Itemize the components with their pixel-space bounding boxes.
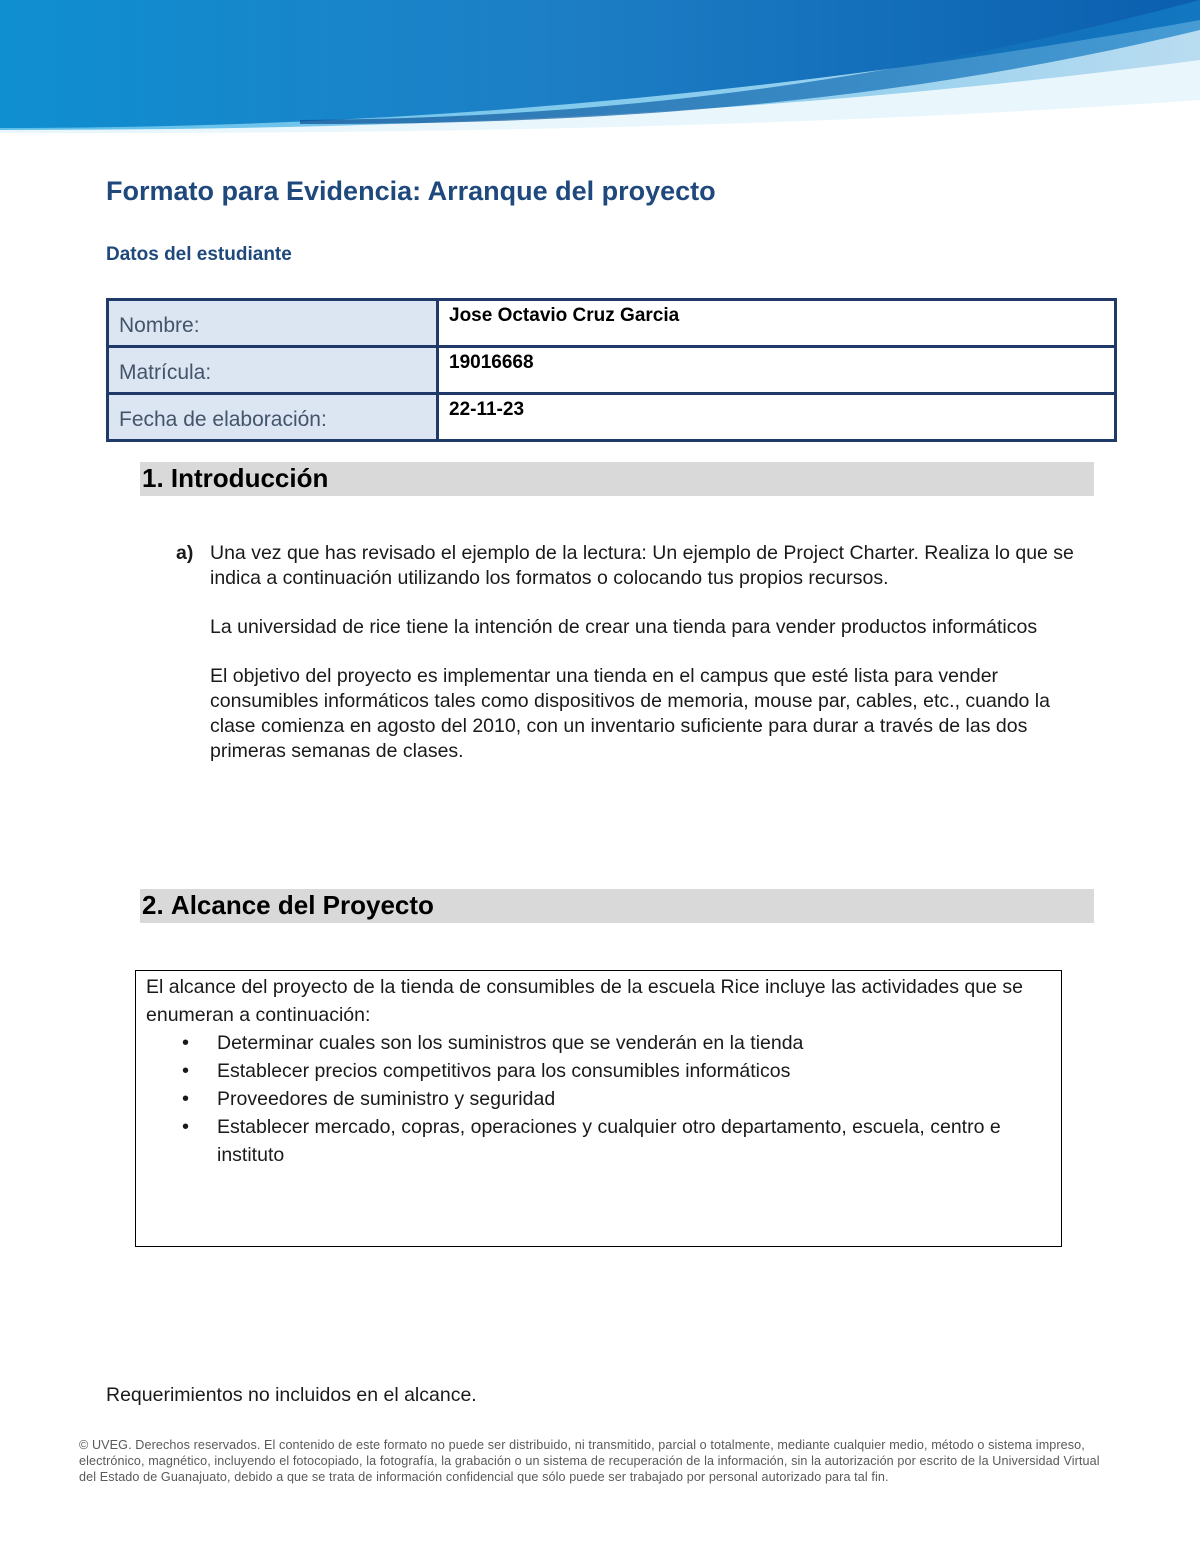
section-title: Introducción xyxy=(170,463,329,493)
section-number: 1. xyxy=(142,463,164,493)
copyright-footer: © UVEG. Derechos reservados. El contenido de este formato no puede ser distribuido, ni transmitido, parcial o totalmente, mediante cualquier medio, método o sistema impreso, electrónico, magnético, incluyendo el fotocopiado, la fotografía, la grabación o un sistema de recuperación de la información, sin la autorización por escrito de la Universidad Virtual del Estado de Guanajuato, debido a que se trata de información confidencial que sólo puede ser trabajado por personal autorizado para tal fin. xyxy=(79,1438,1100,1484)
student-data-table xyxy=(106,298,1117,442)
document-title: Formato para Evidencia: Arranque del proyecto xyxy=(106,176,716,206)
bullet-icon: • xyxy=(182,1116,190,1138)
intro-paragraph: Una vez que has revisado el ejemplo de la lectura: Un ejemplo de Project Charter. Realiza lo que se indica a continuación utilizando los formatos o colocando tus propios recursos. xyxy=(210,542,1074,589)
student-name-label: Nombre: xyxy=(108,300,438,347)
scope-box xyxy=(135,970,1062,1247)
list-marker: a) xyxy=(176,542,194,564)
section-introduction-header xyxy=(140,462,1094,496)
list-item-text: Establecer precios competitivos para los consumibles informáticos xyxy=(217,1060,791,1082)
list-item xyxy=(146,1085,1051,1113)
table-row xyxy=(108,394,1116,441)
date-value: 22-11-23 xyxy=(438,394,1116,441)
requirements-note: Requerimientos no incluidos en el alcance. xyxy=(106,1384,477,1406)
student-name-value: Jose Octavio Cruz Garcia xyxy=(438,300,1116,347)
list-item xyxy=(146,1057,1051,1085)
intro-paragraph: El objetivo del proyecto es implementar una tienda en el campus que esté lista para vender consumibles informáticos tales como dispositivos de memoria, mouse par, cables, etc., cuando la clase comienza en agosto del 2010, con un inventario suficiente para durar a través de las dos primeras semanas de clases. xyxy=(210,665,1050,762)
section-title: Alcance del Proyecto xyxy=(170,890,434,920)
list-item-text: Determinar cuales son los suministros que se venderán en la tienda xyxy=(217,1032,804,1054)
introduction-body xyxy=(210,541,1090,788)
student-id-value: 19016668 xyxy=(438,347,1116,394)
list-item-text: Establecer mercado, copras, operaciones y cualquier otro departamento, escuela, centro e instituto xyxy=(217,1116,1001,1166)
student-id-label: Matrícula: xyxy=(108,347,438,394)
section-heading xyxy=(142,463,328,494)
scope-intro: El alcance del proyecto de la tienda de consumibles de la escuela Rice incluye las actividades que se enumeran a continuación: xyxy=(146,976,1023,1026)
date-label: Fecha de elaboración: xyxy=(108,394,438,441)
list-item-text: Proveedores de suministro y seguridad xyxy=(217,1088,556,1110)
list-item xyxy=(146,1113,1051,1169)
section-number: 2. xyxy=(142,890,164,920)
table-row xyxy=(108,300,1116,347)
scope-list xyxy=(146,1029,1051,1169)
student-section-title: Datos del estudiante xyxy=(106,244,292,265)
bullet-icon: • xyxy=(182,1032,190,1054)
header-banner xyxy=(0,0,1200,146)
section-scope-header xyxy=(140,889,1094,923)
section-heading xyxy=(142,890,434,921)
table-row xyxy=(108,347,1116,394)
bullet-icon: • xyxy=(182,1060,190,1082)
intro-paragraph: La universidad de rice tiene la intención de crear una tienda para vender productos informáticos xyxy=(210,616,1038,638)
bullet-icon: • xyxy=(182,1088,190,1110)
list-item xyxy=(146,1029,1051,1057)
